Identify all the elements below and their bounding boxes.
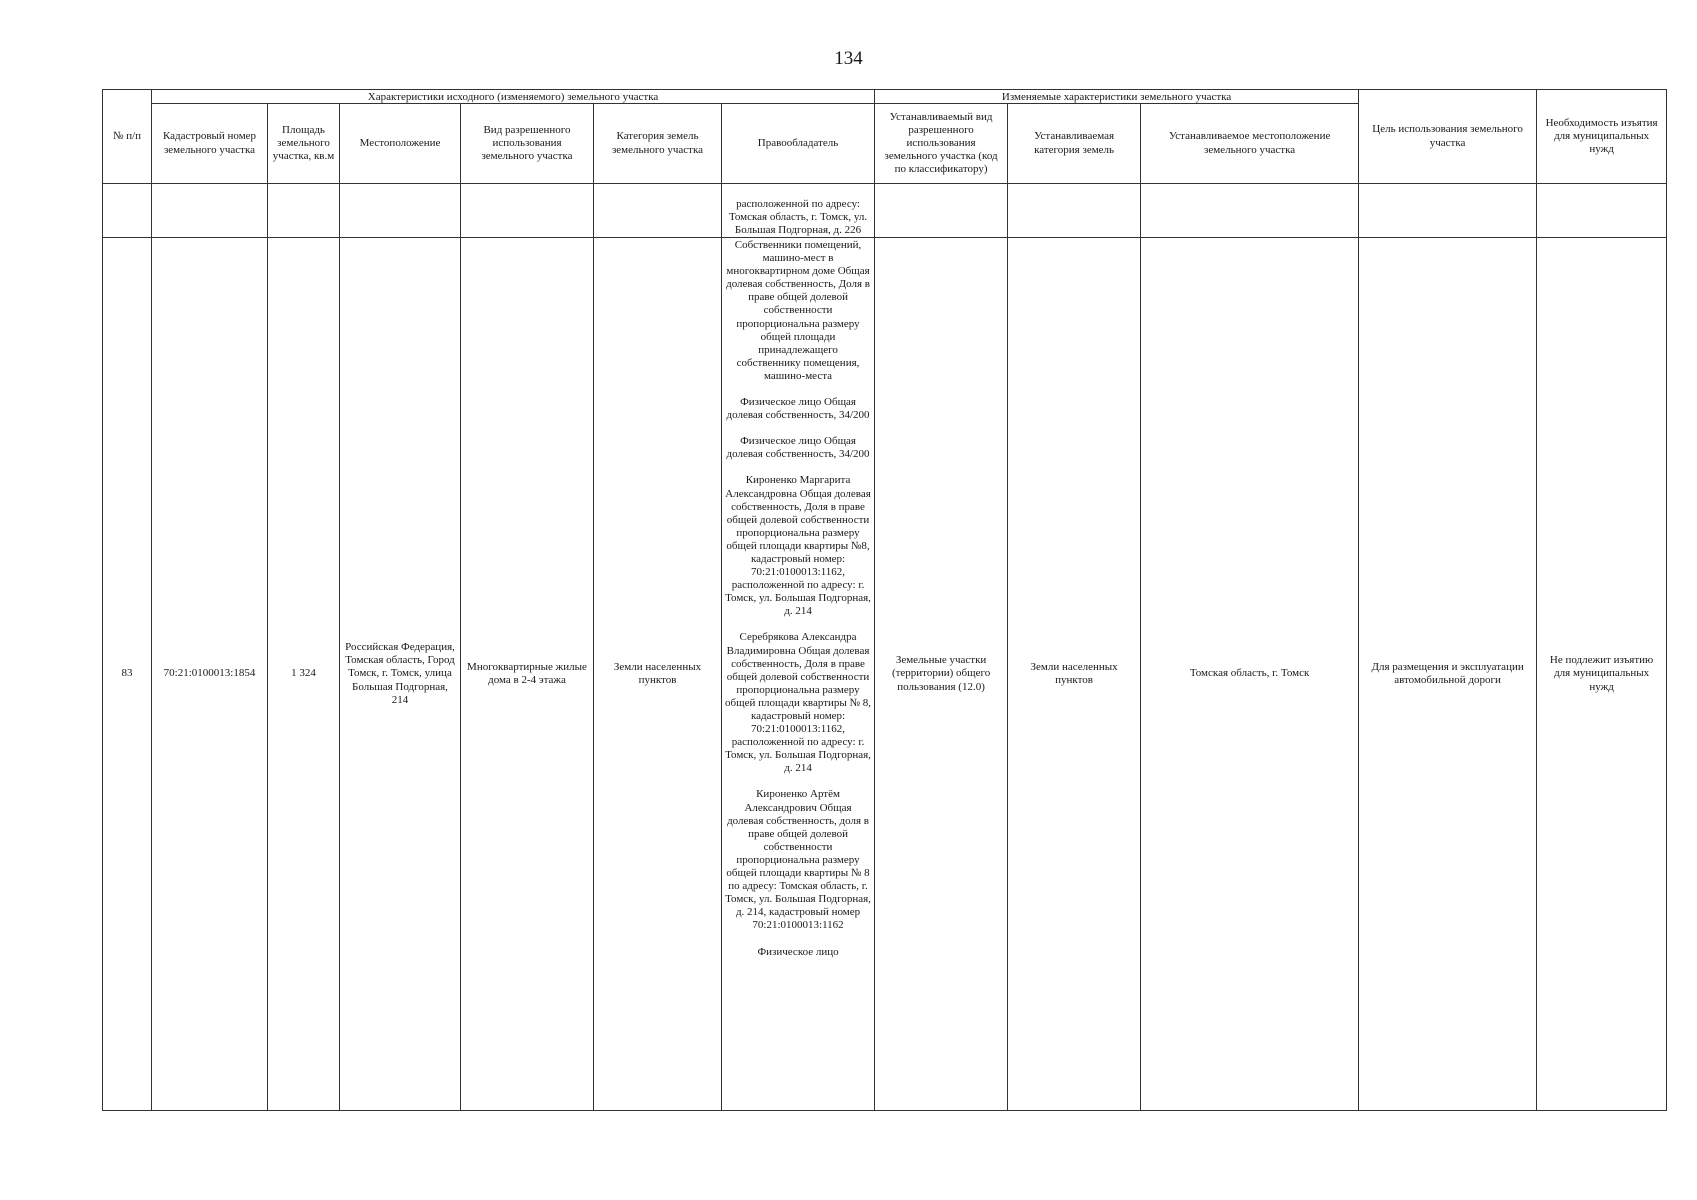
col-header-land-category: Категория земель земельного участка bbox=[594, 104, 722, 184]
col-header-necessity: Необходимость изъятия для муниципальных нужд bbox=[1537, 90, 1667, 184]
cell-area: 1 324 bbox=[268, 238, 340, 1111]
owner-entry: Серебрякова Александра Владимировна Общая долевая собственность, Доля в праве общей долевой собственности пропорциональна размеру общей площади квартиры № 8, кадастровый номер: 70:21:0100013:1162, расположенной по адресу: г. Томск, ул. Большая Подгорная, д. 214 bbox=[725, 631, 872, 775]
owner-entry: Физическое лицо bbox=[757, 945, 839, 958]
cell-location: Российская Федерация, Томская область, Город Томск, г. Томск, улица Большая Подгорная, 214 bbox=[340, 238, 461, 1111]
continuation-row bbox=[103, 184, 1667, 238]
col-header-num: № п/п bbox=[103, 90, 152, 184]
cell-purpose: Для размещения и эксплуатации автомобильной дороги bbox=[1359, 238, 1537, 1111]
col-header-permitted-use: Вид разрешенного использования земельного участка bbox=[461, 104, 594, 184]
cell-land-category: Земли населенных пунктов bbox=[594, 238, 722, 1111]
cell-necessity: Не подлежит изъятию для муниципальных нужд bbox=[1537, 238, 1667, 1111]
cell-permitted-use: Многоквартирные жилые дома в 2-4 этажа bbox=[461, 238, 594, 1111]
owner-entry: Кироненко Маргарита Александровна Общая долевая собственность, Доля в праве общей долевой собственности пропорциональна размеру общей площади квартиры №8, кадастровый номер: 70:21:0100013:1162, расположенной по адресу: г. Томск, ул. Большая Подгорная, д. 214 bbox=[725, 474, 871, 618]
col-header-new-location: Устанавливаемое местоположение земельного участка bbox=[1141, 104, 1359, 184]
land-plots-table bbox=[102, 89, 1667, 1111]
col-header-purpose: Цель использования земельного участка bbox=[1359, 90, 1537, 184]
cell-num: 83 bbox=[103, 238, 152, 1111]
continuation-owner-cell: расположенной по адресу: Томская область, г. Томск, ул. Большая Подгорная, д. 226 bbox=[722, 184, 875, 238]
group-header-original: Характеристики исходного (изменяемого) земельного участка bbox=[152, 90, 875, 104]
cell-new-location: Томская область, г. Томск bbox=[1141, 238, 1359, 1111]
col-header-area: Площадь земельного участка, кв.м bbox=[268, 104, 340, 184]
page-number: 134 bbox=[834, 48, 863, 69]
col-header-new-use: Устанавливаемый вид разрешенного использования земельного участка (код по классификатору) bbox=[875, 104, 1008, 184]
cell-new-category: Земли населенных пунктов bbox=[1008, 238, 1141, 1111]
table-row bbox=[103, 238, 1667, 1111]
col-header-owner: Правообладатель bbox=[722, 104, 875, 184]
group-header-changed: Изменяемые характеристики земельного участка bbox=[875, 90, 1359, 104]
group-header-row bbox=[103, 90, 1667, 104]
owner-entry: Кироненко Артём Александрович Общая долевая собственность, доля в праве общей долевой собственности пропорциональна размеру общей площади квартиры № 8 по адресу: Томская область, г. Томск, ул. Большая Подгорная, д. 214, кадастровый номер 70:21:0100013:1162 bbox=[725, 788, 871, 932]
owner-entry: Физическое лицо Общая долевая собственность, 34/200 bbox=[726, 435, 870, 461]
cell-new-use: Земельные участки (территории) общего пользования (12.0) bbox=[875, 238, 1008, 1111]
col-header-new-category: Устанавливаемая категория земель bbox=[1008, 104, 1141, 184]
col-header-cadastral: Кадастровый номер земельного участка bbox=[152, 104, 268, 184]
col-header-location: Местоположение bbox=[340, 104, 461, 184]
owner-entry: Физическое лицо Общая долевая собственность, 34/200 bbox=[726, 396, 870, 422]
cell-owner bbox=[722, 238, 875, 1111]
cell-cadastral: 70:21:0100013:1854 bbox=[152, 238, 268, 1111]
owner-entry: Собственники помещений, машино-мест в многоквартирном доме Общая долевая собственность, Доля в праве общей долевой собственности пропорциональна размеру общей площади принадлежащего собственнику помещения, машино-места bbox=[726, 239, 870, 382]
